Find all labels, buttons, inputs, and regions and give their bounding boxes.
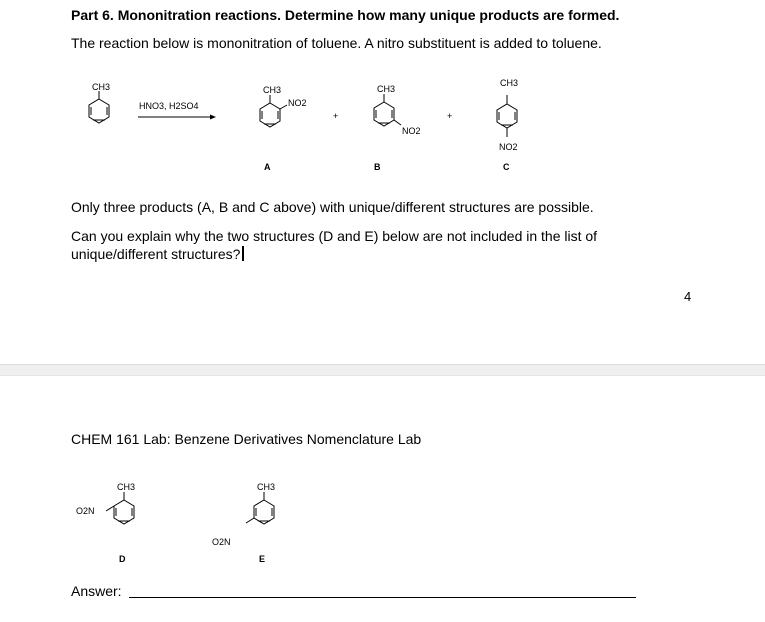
nitro-label: NO2 xyxy=(402,126,421,136)
explanation-text: Only three products (A, B and C above) with unique/different structures are possible. xyxy=(71,199,594,215)
methyl-label: CH3 xyxy=(257,482,276,492)
plus-sign: + xyxy=(447,111,453,121)
page-footer-title: CHEM 161 Lab: Benzene Derivatives Nomenclature Lab xyxy=(71,431,422,447)
methyl-label: CH3 xyxy=(500,78,519,88)
structure-label-e: E xyxy=(259,554,266,564)
page-number: 4 xyxy=(684,289,692,304)
question-content: Can you explain why the two structures (D and E) below are not included in the list of unique/different structures? xyxy=(71,228,598,262)
structure-label-d: D xyxy=(119,554,126,564)
intro-text: The reaction below is mononitration of toluene. A nitro substituent is added to toluene. xyxy=(71,35,602,51)
product-label-c: C xyxy=(503,162,510,172)
page-break-divider xyxy=(0,364,765,376)
product-label-b: B xyxy=(374,162,381,172)
methyl-label: CH3 xyxy=(377,84,396,94)
nitro-label: NO2 xyxy=(499,142,518,152)
product-b xyxy=(374,84,421,172)
nitro-label: O2N xyxy=(76,506,95,516)
section-heading: Part 6. Mononitration reactions. Determine how many unique products are formed. xyxy=(71,7,620,23)
methyl-label: CH3 xyxy=(117,482,136,492)
nitro-label: NO2 xyxy=(288,98,307,108)
structure-d xyxy=(76,482,135,564)
product-a xyxy=(260,85,307,172)
plus-sign: + xyxy=(333,111,339,121)
answer-label: Answer: xyxy=(71,583,122,599)
nitro-label: O2N xyxy=(212,537,231,547)
question-text[interactable] xyxy=(71,227,651,263)
product-c xyxy=(497,78,518,172)
methyl-label: CH3 xyxy=(263,85,282,95)
reaction-arrow-head xyxy=(210,115,216,120)
product-label-a: A xyxy=(264,162,271,172)
reagents-label: HNO3, H2SO4 xyxy=(139,101,199,111)
toluene-reactant xyxy=(89,82,110,123)
answer-input-line[interactable] xyxy=(129,597,636,598)
structure-e xyxy=(212,482,275,564)
answer-row xyxy=(71,583,636,601)
text-cursor xyxy=(242,246,244,261)
methyl-label: CH3 xyxy=(92,82,111,92)
